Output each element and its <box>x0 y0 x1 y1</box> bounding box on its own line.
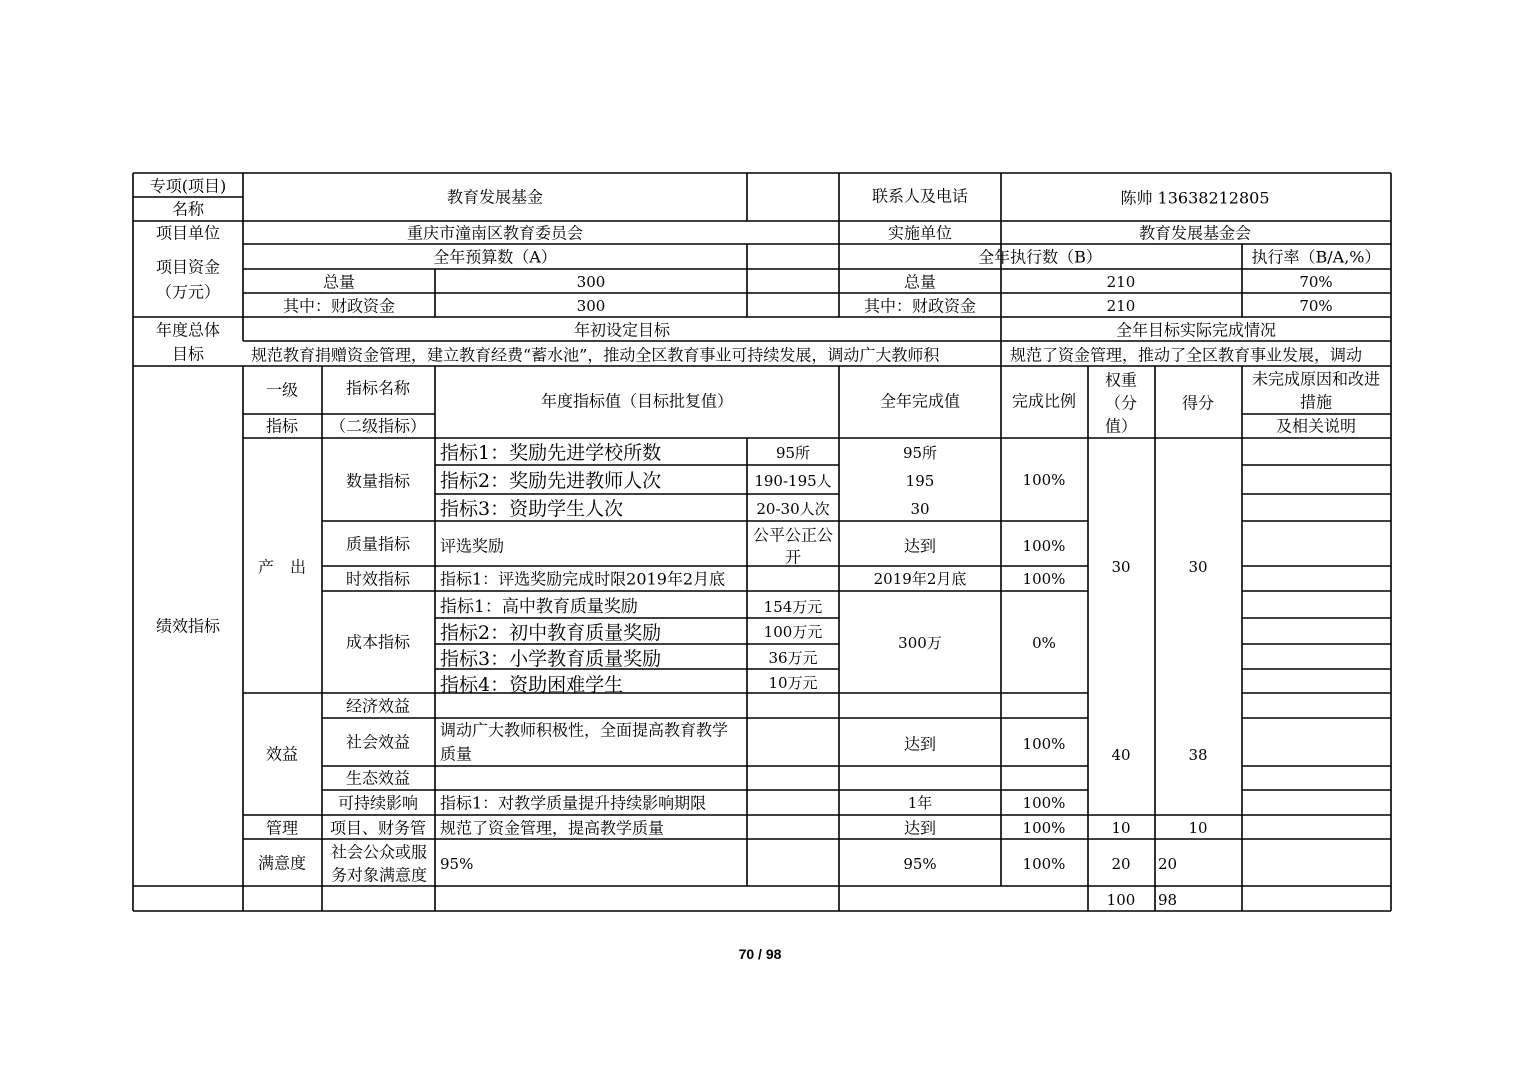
ecological-benefit-label: 生态效益 <box>345 768 411 788</box>
management-label: 项目、财务管 <box>329 818 427 838</box>
timeliness-indicator-actual: 2019年2月底 <box>873 570 967 588</box>
reason-header: 措施 <box>1299 392 1333 412</box>
benefit-weight: 40 <box>1111 746 1131 764</box>
budget-total-value: 300 <box>576 273 606 291</box>
satisfaction-weight: 20 <box>1111 855 1131 873</box>
budget-fiscal-value: 300 <box>576 297 606 315</box>
overall-goal-label: 目标 <box>171 344 205 364</box>
executed-total-label: 总量 <box>903 272 937 292</box>
execution-rate-header: 执行率（B/A,%） <box>1251 247 1381 267</box>
management-name: 规范了资金管理，提高教学质量 <box>440 818 665 838</box>
funds-label: （万元） <box>155 282 221 302</box>
total-weight: 100 <box>1106 891 1136 909</box>
quality-indicator-target: 开 <box>784 547 802 567</box>
quality-indicator-actual: 达到 <box>903 536 937 556</box>
cost-indicator-label: 成本指标 <box>345 632 411 652</box>
score-header: 得分 <box>1181 393 1215 413</box>
quantity-ratio: 100% <box>1022 471 1066 489</box>
quality-indicator-name: 评选奖励 <box>440 536 505 556</box>
quantity-indicator-actual: 95所 <box>902 444 938 462</box>
economic-benefit-label: 经济效益 <box>345 696 411 716</box>
project-unit: 重庆市潼南区教育委员会 <box>406 223 584 243</box>
budget-header: 全年预算数（A） <box>433 247 557 267</box>
overall-goal-label: 年度总体 <box>155 320 221 340</box>
benefit-level1: 效益 <box>265 744 299 764</box>
quantity-indicator-actual: 195 <box>905 472 935 490</box>
cost-indicator-name: 指标4：资助困难学生 <box>440 674 624 696</box>
quality-indicator-target: 公平公正公 <box>752 525 834 545</box>
reason-header: 未完成原因和改进 <box>1251 369 1381 389</box>
initial-goal-text: 规范教育捐赠资金管理，建立教育经费“蓄水池”，推动全区教育事业可持续发展，调动广大教师积 <box>251 345 940 365</box>
total-score: 98 <box>1158 891 1178 909</box>
cost-indicator-actual: 300万 <box>898 634 942 652</box>
budget-fiscal-label: 其中：财政资金 <box>282 296 396 316</box>
social-benefit-name: 质量 <box>440 744 473 764</box>
implementing-unit-label: 实施单位 <box>887 223 953 243</box>
satisfaction-label: 务对象满意度 <box>330 865 428 885</box>
benefit-score: 38 <box>1188 746 1208 764</box>
project-unit-label: 项目单位 <box>155 223 221 243</box>
satisfaction-name: 95% <box>440 855 474 873</box>
management-score: 10 <box>1188 819 1208 837</box>
contact-value: 陈帅 13638212805 <box>1120 188 1270 208</box>
quantity-indicator-name: 指标1：奖励先进学校所数 <box>440 442 662 464</box>
timeliness-indicator-label: 时效指标 <box>345 569 411 589</box>
timeliness-indicator-name: 指标1：评选奖励完成时限2019年2月底 <box>440 569 726 589</box>
cost-indicator-target: 36万元 <box>768 649 818 667</box>
reason-header: 及相关说明 <box>1275 416 1357 436</box>
output-weight: 30 <box>1111 558 1131 576</box>
cost-indicator-target: 10万元 <box>768 674 818 692</box>
social-benefit-name: 调动广大教师积极性，全面提高教育教学 <box>440 720 729 740</box>
cost-indicator-target: 154万元 <box>763 598 823 616</box>
indicator-name-header: 指标名称 <box>345 378 411 398</box>
satisfaction-level1: 满意度 <box>257 853 307 873</box>
executed-total-value: 210 <box>1106 273 1136 291</box>
funds-label: 项目资金 <box>155 257 221 277</box>
performance-indicators-label: 绩效指标 <box>155 616 221 636</box>
actual-goal-header: 全年目标实际完成情况 <box>1115 320 1277 340</box>
project-name: 教育发展基金 <box>446 187 544 207</box>
weight-header: 值） <box>1104 416 1138 436</box>
initial-goal-header: 年初设定目标 <box>573 320 671 340</box>
rate-fiscal-value: 70% <box>1299 297 1333 315</box>
contact-label: 联系人及电话 <box>871 186 969 206</box>
project-name-label: 专项(项目) <box>149 176 227 196</box>
cost-indicator-name: 指标3：小学教育质量奖励 <box>440 648 662 670</box>
actual-goal-text: 规范了资金管理，推动了全区教育事业发展，调动 <box>1010 345 1363 365</box>
output-level1: 产 出 <box>257 557 307 577</box>
quality-ratio: 100% <box>1022 537 1066 555</box>
output-score: 30 <box>1188 558 1208 576</box>
level1-header: 一级 <box>265 380 299 400</box>
cost-indicator-name: 指标2：初中教育质量奖励 <box>440 622 662 644</box>
social-benefit-actual: 达到 <box>903 734 937 754</box>
quantity-indicator-name: 指标2：奖励先进教师人次 <box>440 470 662 492</box>
rate-total-value: 70% <box>1299 273 1333 291</box>
cost-ratio: 0% <box>1032 634 1056 652</box>
quantity-indicator-name: 指标3：资助学生人次 <box>440 498 624 520</box>
cost-indicator-name: 指标1：高中教育质量奖励 <box>440 597 638 617</box>
satisfaction-score: 20 <box>1158 855 1178 873</box>
management-level1: 管理 <box>265 818 299 838</box>
quantity-indicator-actual: 30 <box>910 500 930 518</box>
project-name-label: 名称 <box>171 199 205 219</box>
completion-ratio-header: 完成比例 <box>1011 391 1077 411</box>
cost-indicator-target: 100万元 <box>763 623 823 641</box>
satisfaction-actual: 95% <box>903 855 937 873</box>
sustainable-impact-actual: 1年 <box>907 794 933 812</box>
quantity-indicator-label: 数量指标 <box>345 471 411 491</box>
satisfaction-label: 社会公众或服 <box>330 842 428 862</box>
management-actual: 达到 <box>903 818 937 838</box>
page-number: 70 / 98 <box>738 946 782 962</box>
sustainable-impact-ratio: 100% <box>1022 794 1066 812</box>
weight-header: （分 <box>1104 393 1138 413</box>
implementing-unit: 教育发展基金会 <box>1138 223 1252 243</box>
management-ratio: 100% <box>1022 819 1066 837</box>
social-benefit-label: 社会效益 <box>345 732 411 752</box>
indicator-name-header: （二级指标） <box>329 416 427 436</box>
quantity-indicator-target: 95所 <box>775 444 811 462</box>
executed-fiscal-label: 其中：财政资金 <box>863 296 977 316</box>
executed-header: 全年执行数（B） <box>978 247 1102 267</box>
budget-total-label: 总量 <box>322 272 356 292</box>
target-value-header: 年度指标值（目标批复值） <box>540 391 734 411</box>
quantity-indicator-target: 190-195人 <box>754 472 832 490</box>
sustainable-impact-label: 可持续影响 <box>337 793 419 813</box>
management-weight: 10 <box>1111 819 1131 837</box>
satisfaction-ratio: 100% <box>1022 855 1066 873</box>
actual-value-header: 全年完成值 <box>879 391 961 411</box>
quality-indicator-label: 质量指标 <box>345 534 411 554</box>
weight-header: 权重 <box>1104 370 1138 390</box>
social-benefit-ratio: 100% <box>1022 735 1066 753</box>
executed-fiscal-value: 210 <box>1106 297 1136 315</box>
quantity-indicator-target: 20-30人次 <box>756 500 830 518</box>
sustainable-impact-name: 指标1：对教学质量提升持续影响期限 <box>440 793 707 813</box>
level1-header: 指标 <box>265 416 299 436</box>
timeliness-ratio: 100% <box>1022 570 1066 588</box>
